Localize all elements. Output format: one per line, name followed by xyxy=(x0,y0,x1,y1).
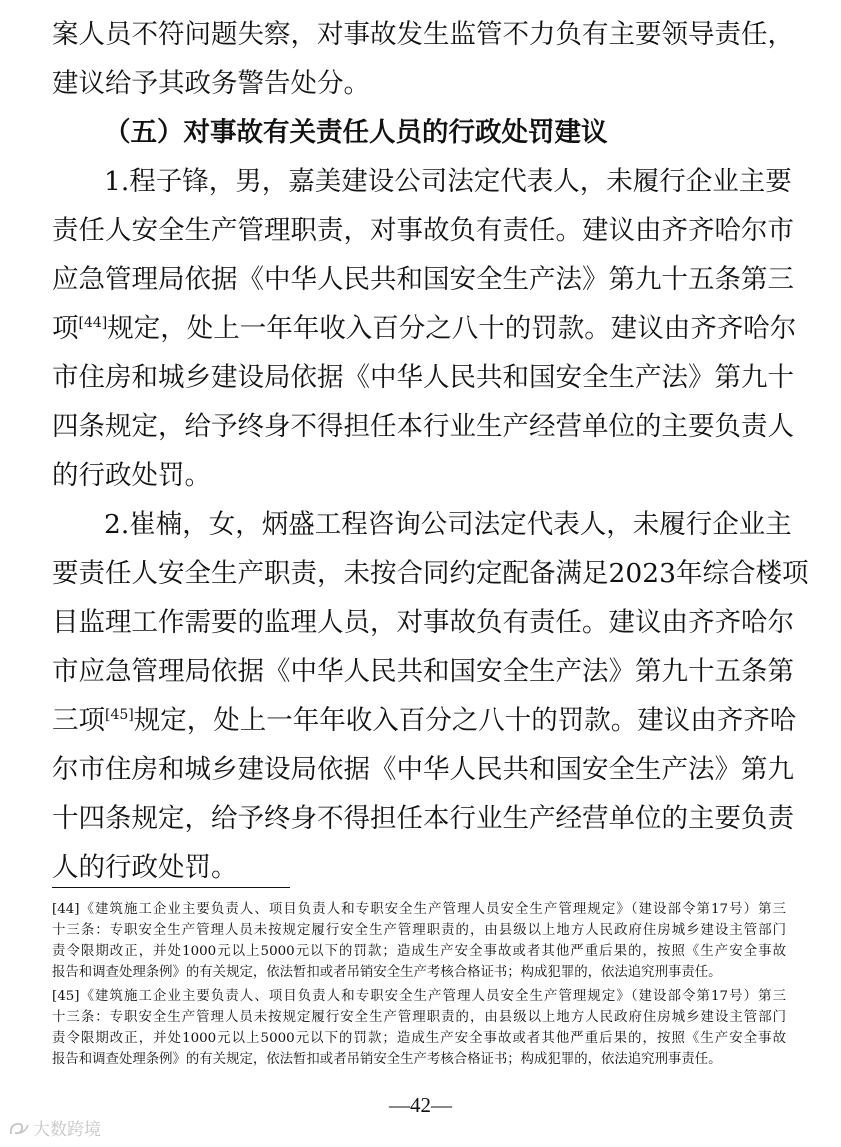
footnote-ref-45[interactable]: [45] xyxy=(105,707,134,723)
footnote-line: 报告和调查处理条例》的有关规定，依法暂扣或者吊销安全生产考核合格证书；构成犯罪的，依法追究刑事责任。 xyxy=(52,965,722,980)
watermark-logo-icon xyxy=(8,1121,30,1137)
paragraph-line: 案人员不符问题失察，对事故发生监管不力负有主要领导责任， xyxy=(52,19,794,50)
paragraph-line: 市应急管理局依据《中华人民共和国安全生产法》第九十五条第 xyxy=(52,656,794,687)
watermark xyxy=(8,1121,101,1139)
paragraph-line: 责任人安全生产管理职责，对事故负有责任。建议由齐齐哈尔市 xyxy=(52,215,794,246)
footnote-line: 十三条：专职安全生产管理人员未按规定履行安全生产管理职责的，由县级以上地方人民政府住房城乡建设主管部门 xyxy=(52,1010,786,1025)
footnote-line: [44]《建筑施工企业主要负责人、项目负责人和专职安全生产管理人员安全生产管理规定》（建设部令第17号）第三 xyxy=(52,902,786,917)
paragraph-line: 人的行政处罚。 xyxy=(52,852,238,883)
paragraph-line: 2.崔楠，女，炳盛工程咨询公司法定代表人，未履行企业主 xyxy=(104,509,792,540)
line-rest-text: 规定，处上一年年收入百分之八十的罚款。建议由齐齐哈尔 xyxy=(107,313,797,344)
footnote-line: 报告和调查处理条例》的有关规定，依法暂扣或者吊销安全生产考核合格证书；构成犯罪的，依法追究刑事责任。 xyxy=(52,1052,722,1067)
paragraph-line: 要责任人安全生产职责，未按合同约定配备满足2023年综合楼项 xyxy=(52,558,809,589)
paragraph-line: 十四条规定，给予终身不得担任本行业生产经营单位的主要负责 xyxy=(52,803,794,834)
footnote-divider xyxy=(52,887,290,888)
footnote-line: 责令限期改正，并处1000元以上5000元以下的罚款；造成生产安全事故或者其他严重后果的，按照《生产安全事故 xyxy=(52,944,786,959)
paragraph-line: 市住房和城乡建设局依据《中华人民共和国安全生产法》第九十 xyxy=(52,362,794,393)
page-number: —42— xyxy=(389,1093,452,1117)
watermark-text: 大数跨境 xyxy=(33,1120,101,1140)
section-heading: （五）对事故有关责任人员的行政处罚建议 xyxy=(104,117,608,148)
line-start-text: 项 xyxy=(52,313,79,344)
footnote-line: [45]《建筑施工企业主要负责人、项目负责人和专职安全生产管理人员安全生产管理规定》（建设部令第17号）第三 xyxy=(52,989,786,1004)
footnote-ref-44[interactable]: [44] xyxy=(78,315,108,331)
paragraph-line xyxy=(52,705,797,736)
line-rest-text: 规定，处上一年年收入百分之八十的罚款。建议由齐齐哈 xyxy=(133,705,797,736)
paragraph-line: 建议给予其政务警告处分。 xyxy=(52,68,370,99)
paragraph-line xyxy=(52,313,797,344)
paragraph-line: 尔市住房和城乡建设局依据《中华人民共和国安全生产法》第九 xyxy=(52,754,794,785)
paragraph-line: 目监理工作需要的监理人员，对事故负有责任。建议由齐齐哈尔 xyxy=(52,607,794,638)
paragraph-line: 的行政处罚。 xyxy=(52,460,211,491)
line-start-text: 三项 xyxy=(52,705,105,736)
footnote-line: 十三条：专职安全生产管理人员未按规定履行安全生产管理职责的，由县级以上地方人民政府住房城乡建设主管部门 xyxy=(52,923,786,938)
footnote-line: 责令限期改正，并处1000元以上5000元以下的罚款；造成生产安全事故或者其他严重后果的，按照《生产安全事故 xyxy=(52,1031,786,1046)
paragraph-line: 应急管理局依据《中华人民共和国安全生产法》第九十五条第三 xyxy=(52,264,794,295)
paragraph-line: 1.程子锋，男，嘉美建设公司法定代表人，未履行企业主要 xyxy=(104,166,792,197)
paragraph-line: 四条规定，给予终身不得担任本行业生产经营单位的主要负责人 xyxy=(52,411,794,442)
